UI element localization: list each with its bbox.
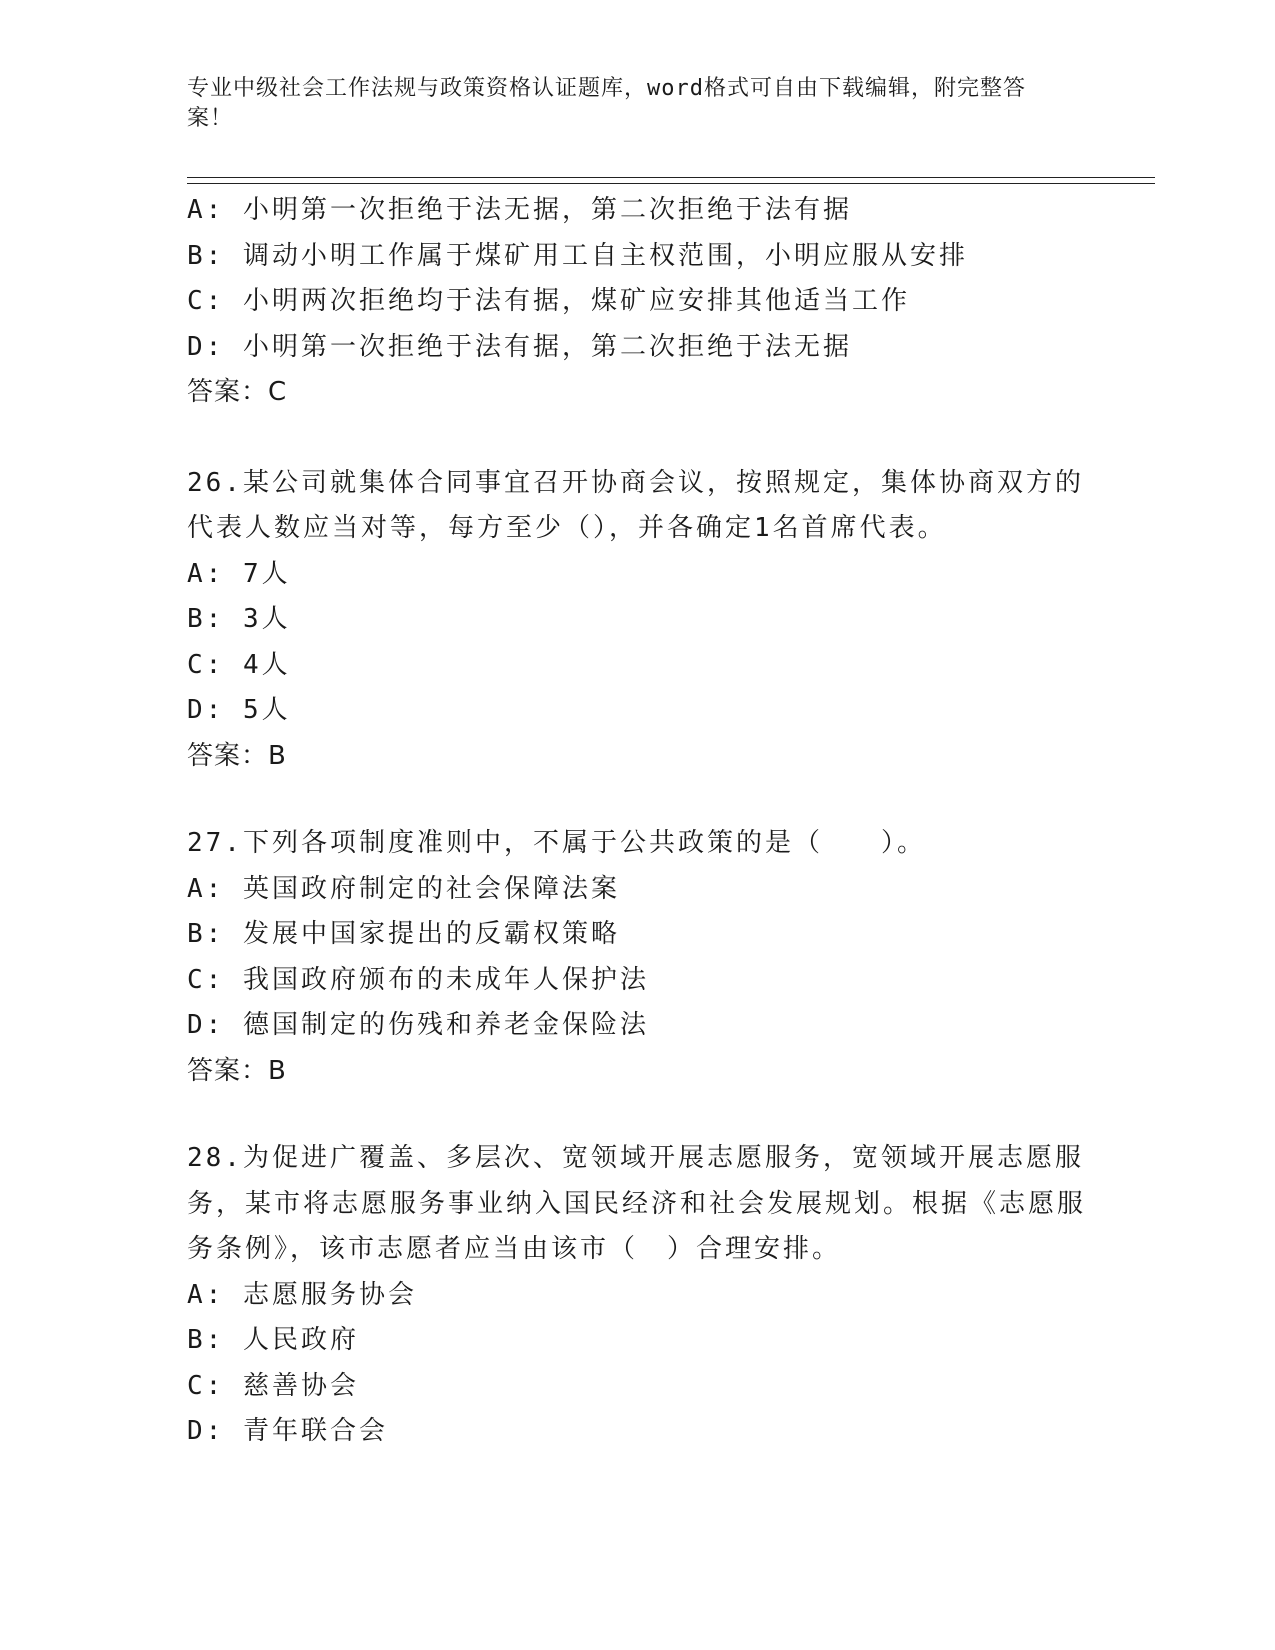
option-d: D: 小明第一次拒绝于法有据，第二次拒绝于法无据	[187, 331, 852, 362]
option-a: A: 志愿服务协会	[187, 1279, 417, 1310]
option-c: C: 小明两次拒绝均于法有据，煤矿应安排其他适当工作	[187, 286, 910, 316]
option-b: B: 发展中国家提出的反霸权策略	[187, 919, 620, 949]
header-divider-top	[187, 177, 1155, 178]
prev-question	[187, 188, 1087, 416]
header-divider-bottom	[187, 183, 1155, 184]
option-a: A: 7人	[187, 558, 291, 589]
option-c: C: 我国政府颁布的未成年人保护法	[187, 964, 649, 995]
question-28	[187, 1136, 1087, 1455]
option-b: B: 3人	[187, 604, 291, 634]
option-d: D: 德国制定的伤残和养老金保险法	[187, 1010, 649, 1040]
question-26	[187, 461, 1087, 780]
option-a: A: 英国政府制定的社会保障法案	[187, 873, 620, 904]
question-stem: 27.下列各项制度准则中，不属于公共政策的是（ ）。	[187, 828, 926, 858]
answer-line: 答案：C	[187, 377, 288, 407]
answer-line: 答案：B	[187, 740, 287, 771]
question-27	[187, 821, 1087, 1094]
option-c: C: 4人	[187, 649, 291, 680]
option-d: D: 5人	[187, 695, 291, 725]
option-d: D: 青年联合会	[187, 1416, 388, 1446]
answer-line: 答案：B	[187, 1055, 287, 1086]
question-stem: 26.某公司就集体合同事宜召开协商会议，按照规定，集体协商双方的代表人数应当对等，每方至少（），并各确定1名首席代表。	[187, 467, 1084, 543]
question-stem: 28.为促进广覆盖、多层次、宽领域开展志愿服务，宽领域开展志愿服务，某市将志愿服务事业纳入国民经济和社会发展规划。根据《志愿服务条例》，该市志愿者应当由该市（ ）合理安排。	[187, 1143, 1087, 1264]
document-header: 专业中级社会工作法规与政策资格认证题库，word格式可自由下载编辑，附完整答案！	[187, 76, 1026, 131]
option-b: B: 人民政府	[187, 1325, 359, 1355]
option-c: C: 慈善协会	[187, 1370, 359, 1401]
option-a: A: 小明第一次拒绝于法无据，第二次拒绝于法有据	[187, 195, 852, 225]
question-content	[187, 188, 1087, 1455]
option-b: B: 调动小明工作属于煤矿用工自主权范围，小明应服从安排	[187, 240, 968, 271]
